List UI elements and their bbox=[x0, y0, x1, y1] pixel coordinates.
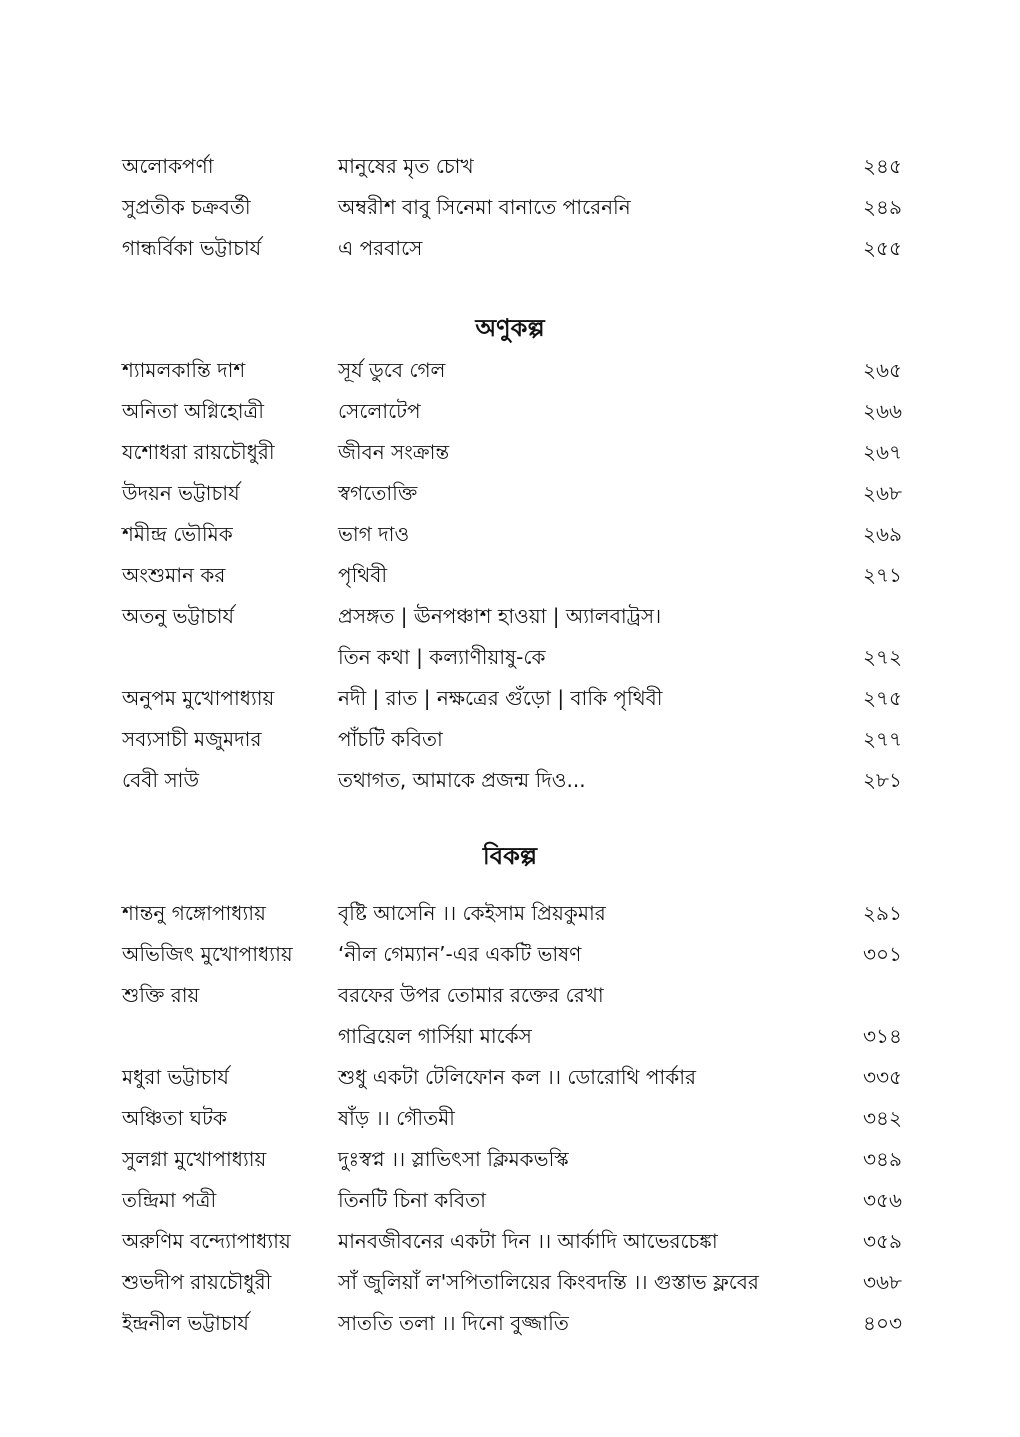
entry-page-number: ২৬৯ bbox=[863, 522, 902, 546]
entry-page-number: ৩৩৫ bbox=[863, 1065, 902, 1089]
entry-author: শুক্তি রায় bbox=[122, 983, 200, 1007]
entry-title: নদী | রাত | নক্ষত্রের গুঁড়ো | বাকি পৃথিবী bbox=[338, 686, 663, 710]
entry-author: অতনু ভট্টাচার্য bbox=[122, 604, 235, 628]
entry-title: দুঃস্বপ্ন ।। স্লাভিৎসা ক্লিমকভস্কি bbox=[338, 1147, 569, 1171]
toc-entry bbox=[0, 432, 1020, 473]
entry-page-number: ২৮১ bbox=[863, 768, 902, 792]
entry-title: মানুষের মৃত চোখ bbox=[338, 154, 474, 178]
entry-author: বেবী সাউ bbox=[122, 768, 200, 792]
entry-title: মানবজীবনের একটা দিন ।। আর্কাদি আভেরচেঙ্কা bbox=[338, 1229, 718, 1253]
toc-entry bbox=[0, 1139, 1020, 1180]
entry-author: অলোকপর্ণা bbox=[122, 154, 214, 178]
entry-page-number: ২৪৯ bbox=[863, 195, 902, 219]
entry-page-number: ৩৪২ bbox=[863, 1106, 902, 1130]
entry-author: অরুণিম বন্দ্যোপাধ্যায় bbox=[122, 1229, 291, 1253]
toc-entry bbox=[0, 596, 1020, 637]
toc-entry bbox=[0, 514, 1020, 555]
entry-title: এ পরবাসে bbox=[338, 236, 423, 260]
entry-title: বরফের উপর তোমার রক্তের রেখা bbox=[338, 983, 604, 1007]
toc-entry bbox=[0, 146, 1020, 187]
entry-title: জীবন সংক্রান্ত bbox=[338, 440, 450, 464]
entry-author: সুলগ্না মুখোপাধ্যায় bbox=[122, 1147, 267, 1171]
entry-title: সূর্য ডুবে গেল bbox=[338, 358, 446, 382]
toc-entry bbox=[0, 473, 1020, 514]
entry-page-number: ২৭১ bbox=[863, 563, 902, 587]
entry-author: অংশুমান কর bbox=[122, 563, 226, 587]
entry-page-number: ৩৫৯ bbox=[863, 1229, 902, 1253]
toc-entry bbox=[0, 934, 1020, 975]
entry-page-number: ৩৪৯ bbox=[863, 1147, 902, 1171]
entry-author: শুভদীপ রায়চৌধুরী bbox=[122, 1270, 272, 1294]
entry-author: অভিজিৎ মুখোপাধ্যায় bbox=[122, 942, 293, 966]
toc-entry bbox=[0, 555, 1020, 596]
toc-entry bbox=[0, 893, 1020, 934]
entry-title: সেলোটেপ bbox=[338, 399, 421, 423]
entry-page-number: ২৪৫ bbox=[863, 154, 902, 178]
toc-section-bikolpo bbox=[0, 893, 1020, 1344]
entry-page-number: ৪০৩ bbox=[863, 1311, 902, 1335]
entry-author: অঞ্চিতা ঘটক bbox=[122, 1106, 227, 1130]
toc-entry bbox=[0, 391, 1020, 432]
entry-page-number: ২৭২ bbox=[862, 645, 902, 669]
toc-entry bbox=[0, 719, 1020, 760]
entry-author: শমীন্দ্র ভৌমিক bbox=[122, 522, 233, 546]
entry-author: ইন্দ্রনীল ভট্টাচার্য bbox=[122, 1311, 249, 1335]
toc-entry bbox=[0, 228, 1020, 269]
entry-page-number: ৩১৪ bbox=[863, 1024, 902, 1048]
section-heading-onukolpo: অণুকল্প bbox=[475, 314, 545, 342]
section-heading-bikolpo: বিকল্প bbox=[482, 842, 538, 870]
entry-author: তন্দ্রিমা পত্রী bbox=[122, 1188, 217, 1212]
entry-page-number: ২৬৭ bbox=[862, 440, 902, 464]
entry-page-number: ৩৬৮ bbox=[863, 1270, 902, 1294]
toc-entry bbox=[0, 1180, 1020, 1221]
entry-author: যশোধরা রায়চৌধুরী bbox=[122, 440, 275, 464]
toc-entry bbox=[0, 678, 1020, 719]
entry-author: সুপ্রতীক চক্রবর্তী bbox=[122, 195, 251, 219]
entry-page-number: ২৬৫ bbox=[863, 358, 902, 382]
entry-title: ষাঁড় ।। গৌতমী bbox=[338, 1106, 455, 1130]
entry-author: অনুপম মুখোপাধ্যায় bbox=[122, 686, 275, 710]
entry-author: উদয়ন ভট্টাচার্য bbox=[122, 481, 240, 505]
entry-author: শ্যামলকান্তি দাশ bbox=[122, 358, 246, 382]
entry-page-number: ৩০১ bbox=[863, 942, 902, 966]
entry-title: স্বগতোক্তি bbox=[338, 481, 418, 505]
toc-entry bbox=[0, 1221, 1020, 1262]
toc-section-untitled bbox=[0, 146, 1020, 269]
toc-entry bbox=[0, 637, 1020, 678]
entry-page-number: ২৬৬ bbox=[862, 399, 902, 423]
entry-page-number: ২৭৭ bbox=[862, 727, 902, 751]
entry-title: পাঁচটি কবিতা bbox=[338, 727, 443, 751]
entry-author: গান্ধর্বিকা ভট্টাচার্য bbox=[122, 236, 262, 260]
toc-entry bbox=[0, 975, 1020, 1016]
toc-section-onukolpo bbox=[0, 350, 1020, 801]
entry-author: শান্তনু গঙ্গোপাধ্যায় bbox=[122, 901, 266, 925]
entry-title: অম্বরীশ বাবু সিনেমা বানাতে পারেননি bbox=[338, 195, 631, 219]
entry-title: ‘নীল গেম্যান’-এর একটি ভাষণ bbox=[338, 942, 582, 966]
toc-entry bbox=[0, 350, 1020, 391]
entry-title: পৃথিবী bbox=[338, 563, 388, 587]
entry-title: ভাগ দাও bbox=[338, 522, 410, 546]
entry-title: সাঁ জুলিয়াঁ ল'সপিতালিয়ের কিংবদন্তি ।। গুস্তাভ ফ্লবের bbox=[338, 1270, 759, 1294]
entry-author: অনিতা অগ্নিহোত্রী bbox=[122, 399, 264, 423]
entry-title: শুধু একটা টেলিফোন কল ।। ডোরোথি পার্কার bbox=[338, 1065, 697, 1089]
toc-entry bbox=[0, 760, 1020, 801]
entry-title: গাব্রিয়েল গার্সিয়া মার্কেস bbox=[338, 1024, 532, 1048]
entry-title: সাততি তলা ।। দিনো বুজ্জাতি bbox=[338, 1311, 569, 1335]
entry-page-number: ২৯১ bbox=[863, 901, 902, 925]
entry-page-number: ২৭৫ bbox=[863, 686, 902, 710]
entry-title: তথাগত, আমাকে প্রজন্ম দিও... bbox=[338, 768, 586, 792]
entry-author: মধুরা ভট্টাচার্য bbox=[122, 1065, 229, 1089]
entry-page-number: ৩৫৬ bbox=[863, 1188, 902, 1212]
toc-entry bbox=[0, 1098, 1020, 1139]
toc-entry bbox=[0, 187, 1020, 228]
entry-title: তিন কথা | কল্যাণীয়াষু-কে bbox=[338, 645, 546, 669]
toc-entry bbox=[0, 1262, 1020, 1303]
entry-title: তিনটি চিনা কবিতা bbox=[338, 1188, 486, 1212]
entry-page-number: ২৬৮ bbox=[863, 481, 902, 505]
entry-page-number: ২৫৫ bbox=[863, 236, 902, 260]
entry-author: সব্যসাচী মজুমদার bbox=[122, 727, 262, 751]
entry-title: বৃষ্টি আসেনি ।। কেইসাম প্রিয়কুমার bbox=[338, 901, 606, 925]
toc-entry bbox=[0, 1057, 1020, 1098]
toc-entry bbox=[0, 1016, 1020, 1057]
toc-entry bbox=[0, 1303, 1020, 1344]
entry-title: প্রসঙ্গত | ঊনপঞ্চাশ হাওয়া | অ্যালবাট্রস। bbox=[338, 604, 662, 628]
